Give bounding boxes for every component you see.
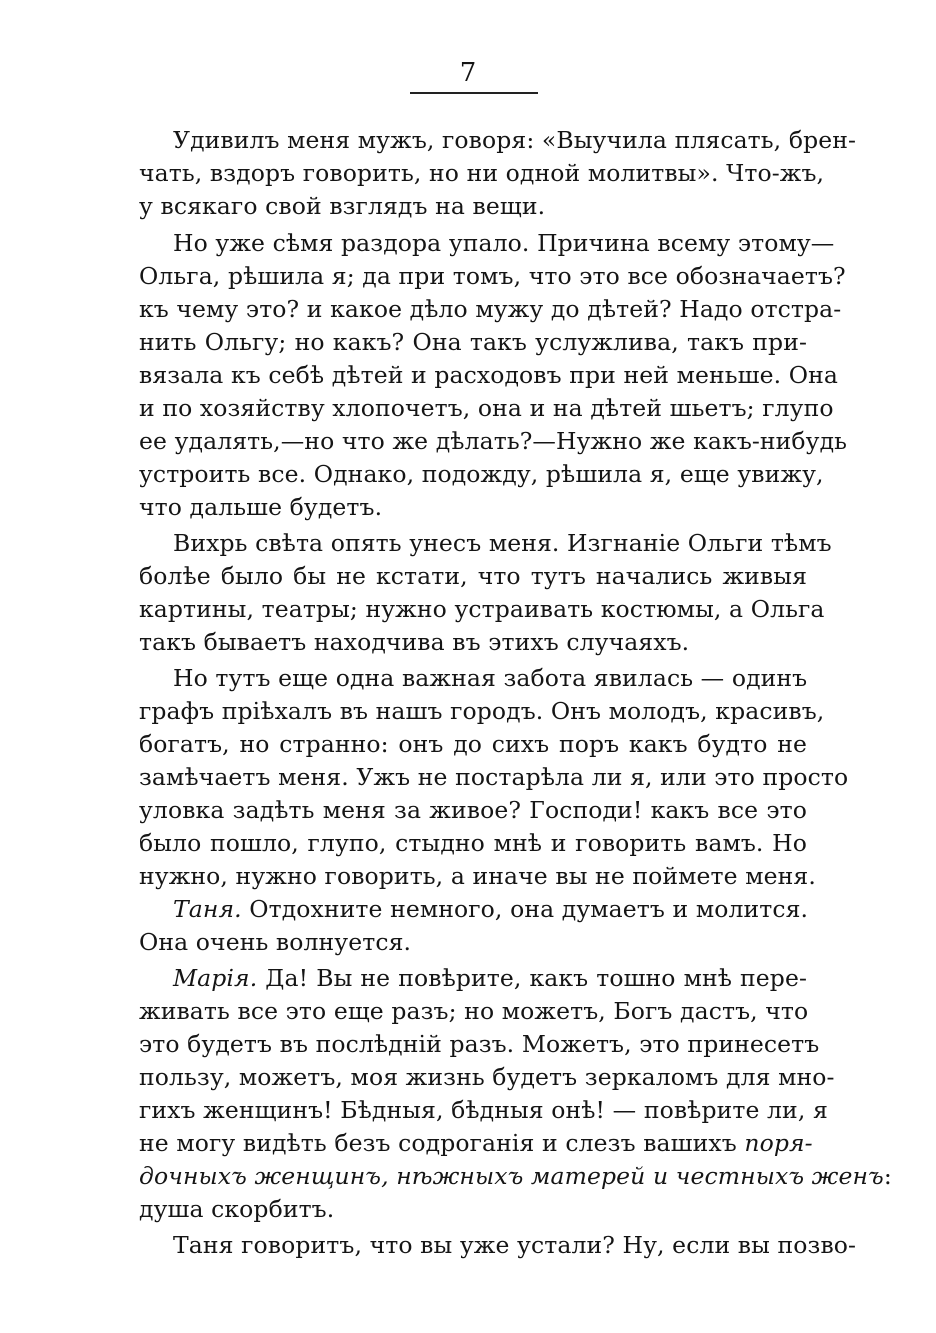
text-line: Но уже сѣмя раздора упало. Причина всему этому— [173, 229, 835, 257]
text-line: чать, вздоръ говорить, но ни одной молитвы». Что-жъ, [139, 159, 825, 187]
text-line [139, 1127, 813, 1159]
text-line [139, 1160, 892, 1192]
speaker-name: Таня. [173, 895, 242, 923]
text-line: такъ бываетъ находчива въ этихъ случаяхъ. [139, 628, 690, 656]
text-line: Вихрь свѣта опять унесъ меня. Изгнаніе Ольги тѣмъ [173, 529, 832, 557]
text-line: нужно, нужно говорить, а иначе вы не поймете меня. [139, 862, 816, 890]
text-line: Она очень волнуется. [139, 928, 412, 956]
text-line: Таня говоритъ, что вы уже устали? Ну, если вы позво- [173, 1231, 857, 1259]
text-line: было пошло, глупо, стыдно мнѣ и говорить вамъ. Но [139, 829, 807, 857]
text-line: графъ пріѣхалъ въ нашъ городъ. Онъ молодъ, красивъ, [139, 697, 825, 725]
text-line: нить Ольгу; но какъ? Она такъ услужлива, такъ при- [139, 328, 807, 356]
text-line [139, 962, 807, 994]
text-line: гихъ женщинъ! Бѣдныя, бѣдныя онѣ! — повѣрите ли, я [139, 1096, 828, 1124]
text-line: ее удалять,—но что же дѣлать?—Нужно же какъ-нибудь [139, 427, 848, 455]
line-text: Да! Вы не повѣрите, какъ тошно мнѣ пере- [257, 964, 807, 992]
speaker-name: Марія. [173, 964, 258, 992]
text-line: замѣчаетъ меня. Ужъ не постарѣла ли я, или это просто [139, 763, 849, 791]
line-text: Отдохните немного, она думаетъ и молится. [241, 895, 809, 923]
page-number-rule [410, 92, 538, 94]
text-line: вязала къ себѣ дѣтей и расходовъ при ней меньше. Она [139, 361, 838, 389]
text-line: болѣе было бы не кстати, что тутъ начались живыя [139, 562, 807, 590]
text-line: что дальше будетъ. [139, 493, 383, 521]
italic-phrase: поря- [744, 1129, 813, 1157]
text-line: Но тутъ еще одна важная забота явилась — одинъ [173, 664, 808, 692]
text-line [139, 893, 807, 925]
line-text: : [883, 1162, 892, 1190]
text-line: живать все это еще разъ; но можетъ, Богъ дастъ, что [139, 997, 809, 1025]
text-line: пользу, можетъ, моя жизнь будетъ зеркаломъ для мно- [139, 1063, 835, 1091]
page-number: 7 [459, 58, 477, 88]
text-line: устроить все. Однако, подожду, рѣшила я, еще увижу, [139, 460, 824, 488]
text-line: душа скорбитъ. [139, 1195, 335, 1223]
text-line: Удивилъ меня мужъ, говоря: «Выучила плясать, брен- [173, 126, 857, 154]
text-line: и по хозяйству хлопочетъ, она и на дѣтей шьетъ; глупо [139, 394, 834, 422]
text-line: картины, театры; нужно устраивать костюмы, а Ольга [139, 595, 825, 623]
text-line: къ чему это? и какое дѣло мужу до дѣтей? Надо отстра- [139, 295, 842, 323]
text-line: Ольга, рѣшила я; да при томъ, что это все обозначаетъ? [139, 262, 846, 290]
italic-phrase: дочныхъ женщинъ, нѣжныхъ матерей и честныхъ женъ [139, 1162, 884, 1190]
text-line: уловка задѣть меня за живое? Господи! какъ все это [139, 796, 807, 824]
text-line: у всякаго свой взглядъ на вещи. [139, 192, 546, 220]
text-line: богатъ, но странно: онъ до сихъ поръ какъ будто не [139, 730, 807, 758]
line-text: не могу видѣть безъ содроганія и слезъ вашихъ [139, 1129, 745, 1157]
text-line: это будетъ въ послѣдній разъ. Можетъ, это принесетъ [139, 1030, 820, 1058]
